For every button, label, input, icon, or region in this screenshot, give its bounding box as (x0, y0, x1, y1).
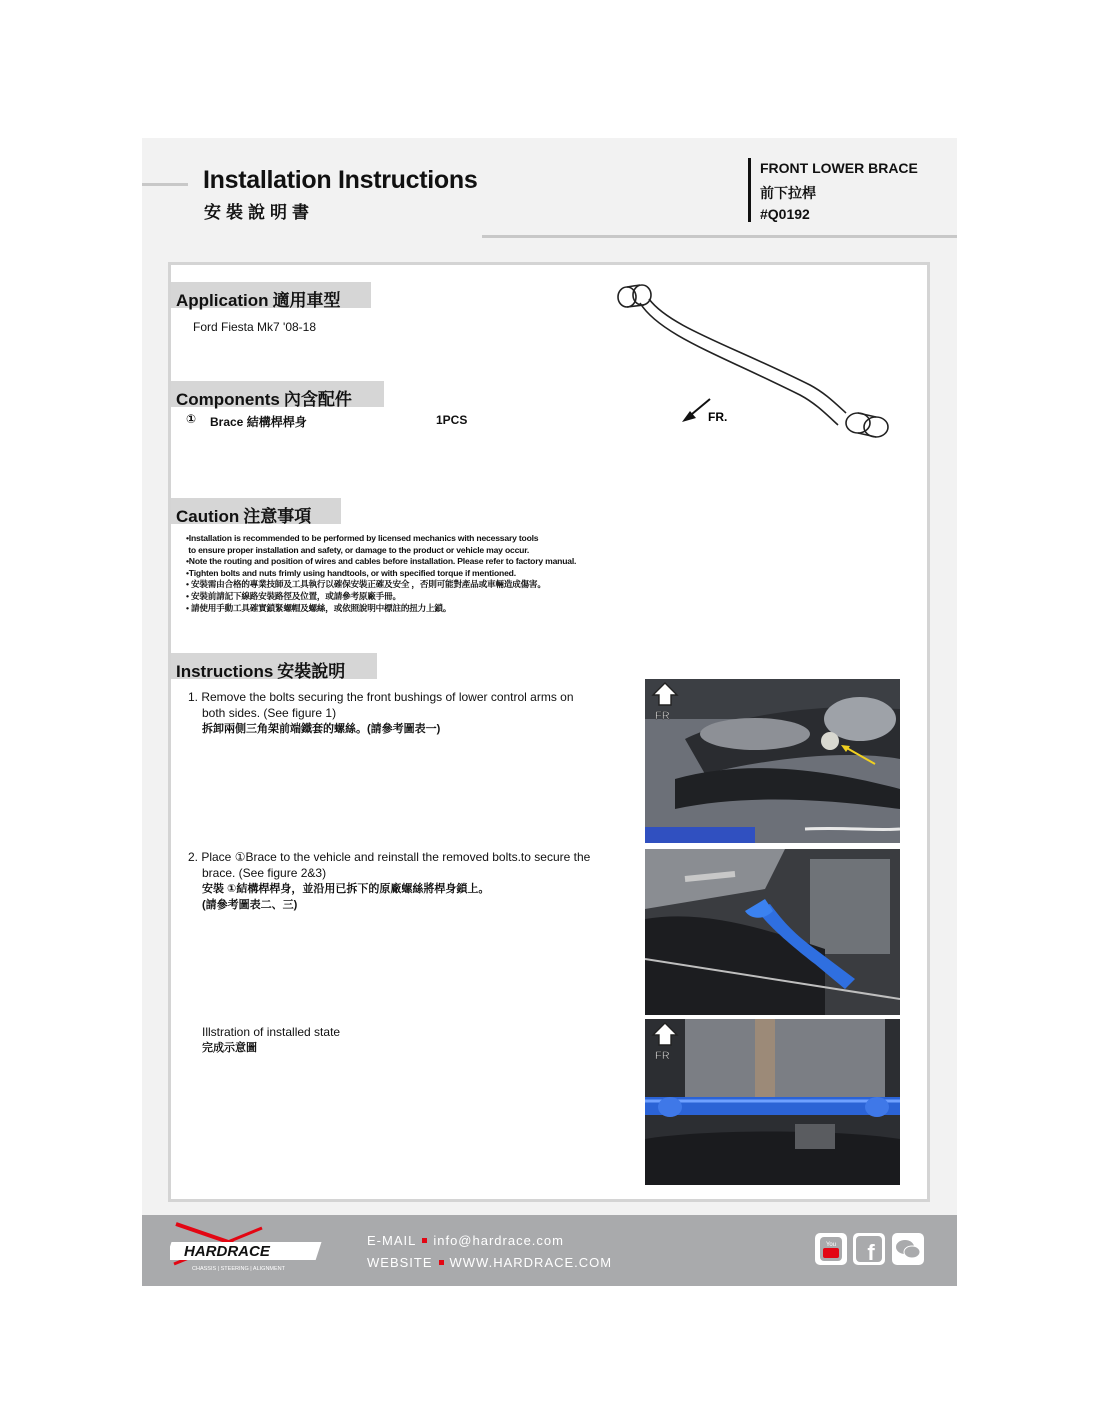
step-text-zh: 完成示意圖 (202, 1042, 257, 1054)
component-qty: 1PCS (436, 413, 468, 427)
instructions-heading: Instructions 安裝說明 (171, 653, 377, 679)
svg-text:You: You (825, 1242, 837, 1248)
photo-fr-label: FR (655, 1050, 670, 1062)
product-name-zh: 前下拉桿 (760, 185, 816, 201)
step-text-zh: 安裝 ①結構桿桿身，並沿用已拆下的原廠螺絲將桿身鎖上。 (202, 883, 490, 895)
caution-line: to ensure proper installation and safety, or damage to the product or vehicle may occur. (186, 544, 530, 555)
figure-2-photo (645, 849, 900, 1015)
facebook-icon[interactable] (853, 1233, 885, 1265)
website-label: WEBSITE (367, 1255, 433, 1270)
footer-email-row (367, 1233, 564, 1248)
svg-text:f: f (867, 1240, 875, 1265)
step-text: both sides. (See figure 1) (202, 706, 337, 720)
logo-text: HARDRACE (184, 1243, 270, 1260)
caution-line: •Note the routing and position of wires and cables before installation. Please refer to factory manual. (186, 556, 577, 567)
caution-heading: Caution 注意事項 (171, 498, 341, 524)
caution-text (186, 533, 576, 614)
step-text: brace. (See figure 2&3) (202, 866, 327, 880)
step-text: Illstration of installed state (202, 1025, 341, 1039)
application-vehicle: Ford Fiesta Mk7 '08-18 (193, 320, 317, 334)
caution-line: •Installation is recommended to be performed by licensed mechanics with necessary tools (186, 533, 539, 543)
direction-arrow-icon (682, 399, 710, 422)
page-title: Installation Instructions (203, 166, 478, 194)
photo-fr-label: FR (655, 710, 670, 722)
application-heading: Application 適用車型 (171, 282, 371, 308)
header-divider (748, 158, 751, 222)
components-heading: Components 內含配件 (171, 381, 384, 407)
website-link[interactable]: WWW.HARDRACE.COM (449, 1255, 613, 1270)
figure-3-photo (645, 1019, 900, 1185)
header-rule-right (482, 235, 957, 238)
caution-line: • 安裝需由合格的專業技師及工具執行以確保安裝正確及安全 ，否則可能對產品或車輛造成傷害。 (186, 579, 546, 590)
instruction-step-2 (188, 849, 634, 913)
email-label: E-MAIL (367, 1233, 417, 1248)
caution-line: •Tighten bolts and nuts frimly using handtools, or with specified torque if mentioned. (186, 567, 516, 578)
header-rule-left (142, 183, 188, 186)
part-number: #Q0192 (760, 206, 810, 222)
youtube-icon[interactable] (815, 1233, 847, 1265)
direction-label: FR. (708, 410, 728, 424)
figure-1-photo (645, 679, 900, 843)
hardrace-logo (170, 1222, 335, 1276)
step-text-zh: 拆卸兩側三角架前端鐵套的螺絲。(請參考圖表一) (202, 723, 441, 735)
brace-diagram (600, 275, 900, 455)
component-number: ① (186, 412, 197, 426)
logo-tagline: CHASSIS | STEERING | ALIGNMENT (192, 1266, 286, 1272)
step-text: 2. Place ①Brace to the vehicle and reinstall the removed bolts.to secure the (188, 850, 591, 864)
instruction-step-1 (188, 689, 634, 737)
wechat-icon[interactable] (892, 1233, 924, 1265)
step-text-zh: (請參考圖表二、三) (202, 899, 298, 911)
step-text: 1. Remove the bolts securing the front bushings of lower control arms on (188, 690, 574, 704)
footer-website-row (367, 1255, 612, 1270)
caution-line: • 請使用手動工具確實鎖緊螺帽及螺絲，或依照說明中標註的扭力上鎖。 (186, 602, 452, 613)
page-title-zh: 安裝說明書 (204, 203, 314, 223)
product-name: FRONT LOWER BRACE (760, 160, 918, 176)
instruction-step-3 (202, 1024, 648, 1056)
caution-line: • 安裝前請記下線路安裝路徑及位置，或請參考原廠手冊。 (186, 590, 401, 601)
email-link[interactable]: info@hardrace.com (433, 1233, 564, 1248)
component-name: Brace 結構桿桿身 (210, 415, 307, 429)
